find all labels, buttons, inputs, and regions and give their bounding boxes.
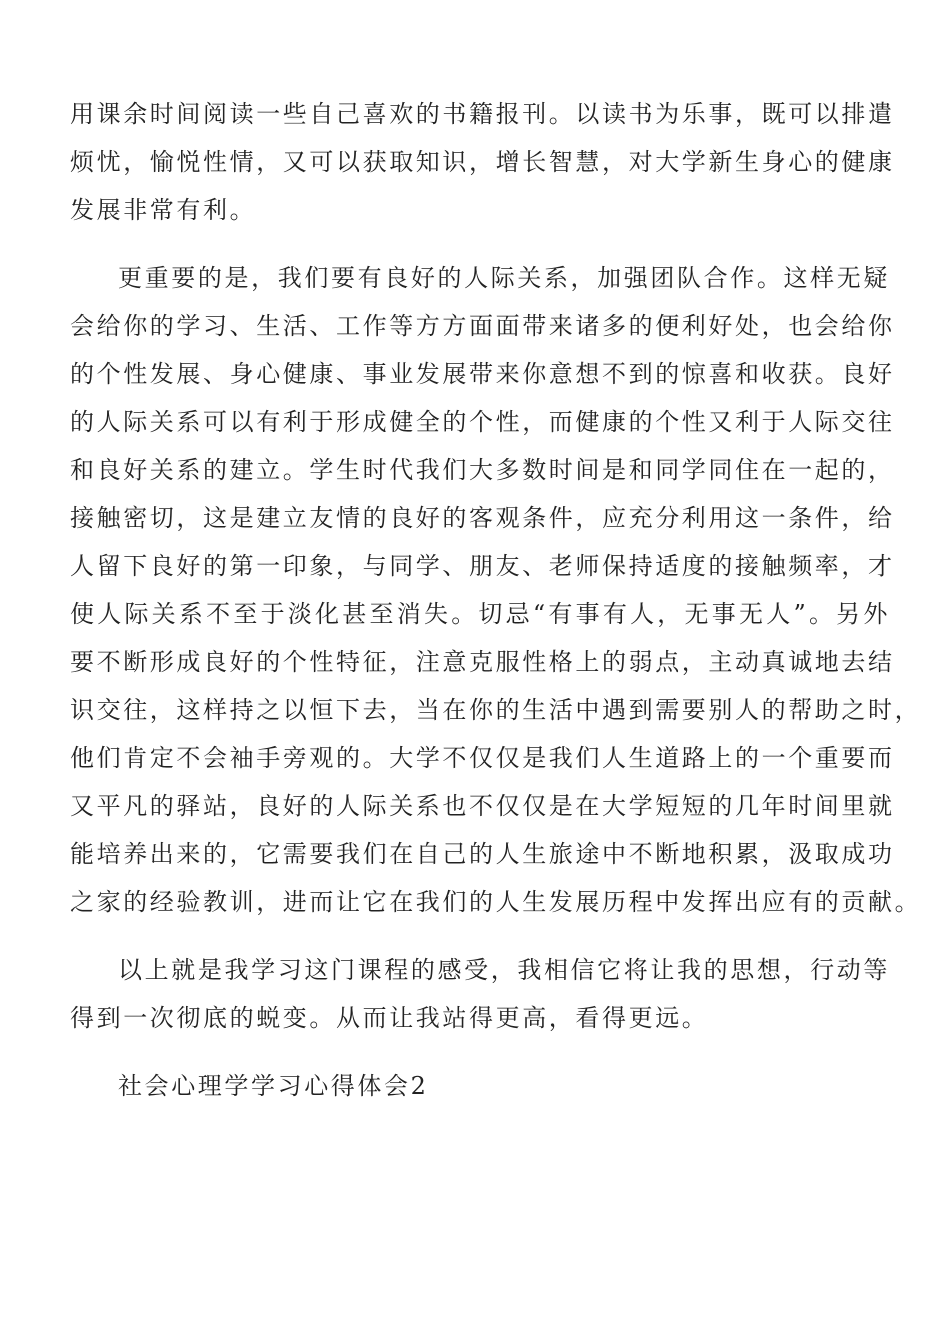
paragraph-line: 人留下良好的第一印象，与同学、朋友、老师保持适度的接触频率，才 bbox=[70, 552, 895, 580]
paragraph-gap bbox=[70, 234, 890, 254]
paragraph-line: 能培养出来的，它需要我们在自己的人生旅途中不断地积累，汲取成功 bbox=[70, 840, 895, 868]
paragraph-line: 他们肯定不会袖手旁观的。大学不仅仅是我们人生道路上的一个重要而 bbox=[70, 744, 895, 772]
paragraph-line: 更重要的是，我们要有良好的人际关系，加强团队合作。这样无疑 bbox=[118, 264, 890, 292]
paragraph-line: 识交往，这样持之以恒下去，当在你的生活中遇到需要别人的帮助之时， bbox=[70, 696, 922, 724]
paragraph-line: 使人际关系不至于淡化甚至消失。切忌“有事有人，无事无人”。另外 bbox=[70, 600, 890, 628]
paragraph-line: 之家的经验教训，进而让它在我们的人生发展历程中发挥出应有的贡献。 bbox=[70, 888, 922, 916]
paragraph-2 bbox=[70, 254, 922, 926]
paragraph-3 bbox=[70, 946, 890, 1042]
paragraph-line: 会给你的学习、生活、工作等方方面面带来诸多的便利好处，也会给你 bbox=[70, 312, 895, 340]
paragraph-1 bbox=[70, 90, 895, 234]
paragraph-line: 接触密切，这是建立友情的良好的客观条件，应充分利用这一条件，给 bbox=[70, 504, 895, 532]
paragraph-line: 发展非常有利。 bbox=[70, 196, 257, 224]
paragraph-line: 用课余时间阅读一些自己喜欢的书籍报刊。以读书为乐事，既可以排遣 bbox=[70, 100, 895, 128]
paragraph-line: 的人际关系可以有利于形成健全的个性，而健康的个性又利于人际交往 bbox=[70, 408, 895, 436]
paragraph-line: 以上就是我学习这门课程的感受，我相信它将让我的思想，行动等 bbox=[118, 956, 890, 984]
paragraph-line: 要不断形成良好的个性特征，注意克服性格上的弱点，主动真诚地去结 bbox=[70, 648, 895, 676]
paragraph-gap bbox=[70, 1042, 890, 1062]
paragraph-line: 得到一次彻底的蜕变。从而让我站得更高，看得更远。 bbox=[70, 1004, 709, 1032]
paragraph-line: 烦忧，愉悦性情，又可以获取知识，增长智慧，对大学新生身心的健康 bbox=[70, 148, 895, 176]
paragraph-line: 又平凡的驿站，良好的人际关系也不仅仅是在大学短短的几年时间里就 bbox=[70, 792, 895, 820]
document-body bbox=[70, 90, 922, 1110]
paragraph-gap bbox=[70, 926, 890, 946]
section-heading: 社会心理学学习心得体会2 bbox=[118, 1072, 429, 1100]
paragraph-line: 和良好关系的建立。学生时代我们大多数时间是和同学同住在一起的， bbox=[70, 456, 895, 484]
paragraph-line: 的个性发展、身心健康、事业发展带来你意想不到的惊喜和收获。良好 bbox=[70, 360, 895, 388]
